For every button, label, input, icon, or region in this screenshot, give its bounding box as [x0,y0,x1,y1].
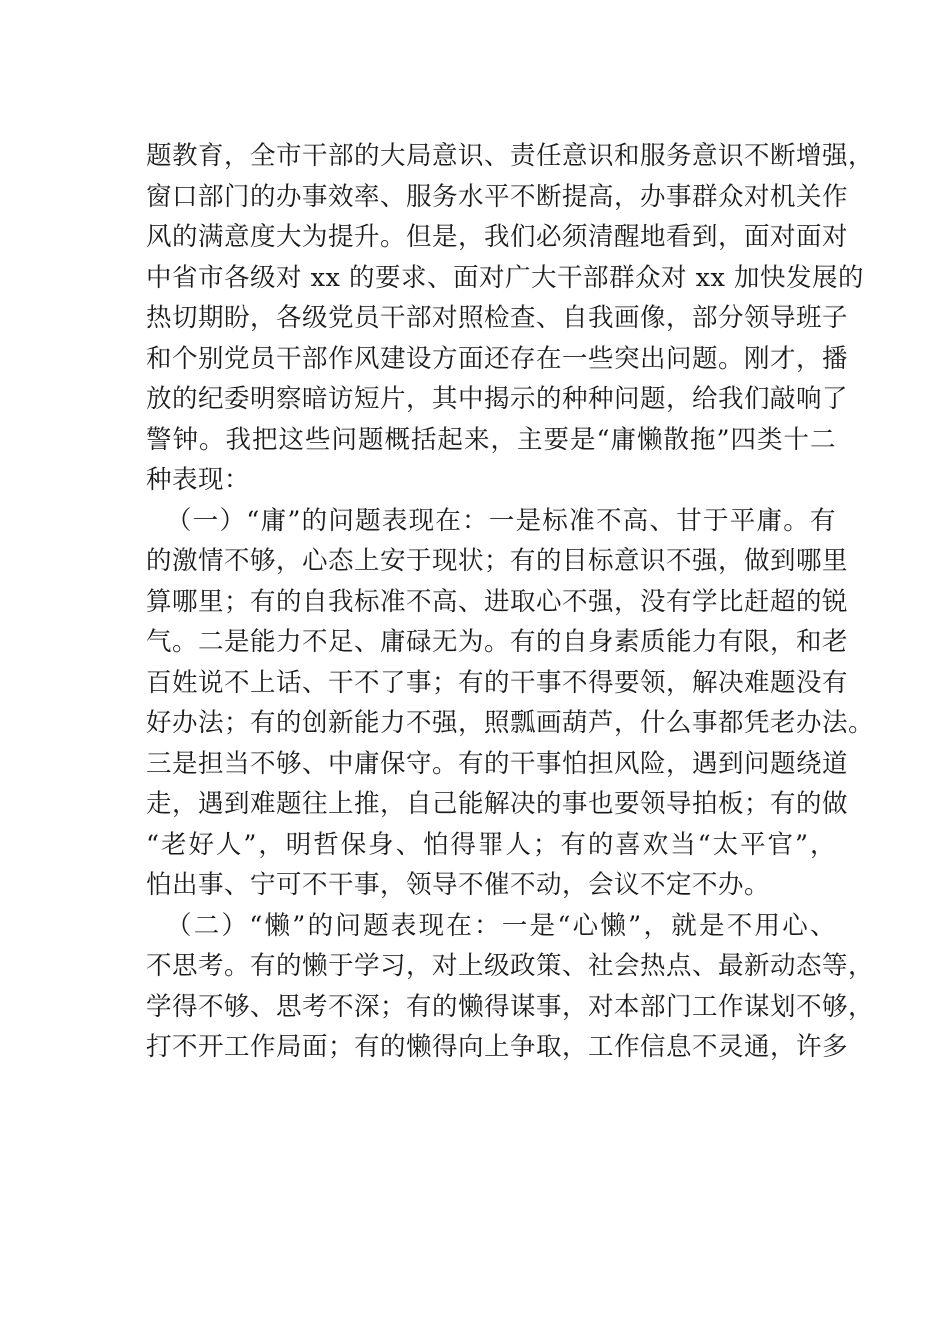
text-line: 走，遇到难题往上推，自己能解决的事也要领导拍板；有的做 [146,789,849,819]
text-line: 警钟。我把这些问题概括起来，主要是“庸懒散拖”四类十二 [146,424,836,455]
text-line: 气。二是能力不足、庸碌无为。有的自身素质能力有限，和老 [146,627,849,657]
text-line: 放的纪委明察暗访短片，其中揭示的种种问题，给我们敲响了 [146,384,849,414]
text-line: 和个别党员干部作风建设方面还存在一些突出问题。刚才，播 [146,343,849,374]
text-line: “老好人”，明哲保身、怕得罪人；有的喜欢当“太平官”， [146,829,836,860]
text-line: 题教育，全市干部的大局意识、责任意识和服务意识不断增强， [146,141,875,171]
text-line: 三是担当不够、中庸保守。有的干事怕担风险，遇到问题绕道 [146,748,849,779]
text-line: 百姓说不上话、干不了事；有的干事不得要领，解决难题没有 [146,667,849,698]
text-line: 算哪里；有的自我标准不高、进取心不强，没有学比赶超的锐 [146,586,849,617]
text-line: 种表现： [146,465,251,495]
text-line: 热切期盼，各级党员干部对照检查、自我画像，部分领导班子 [146,303,849,333]
text-line: 的激情不够，心态上安于现状；有的目标意识不强，做到哪里 [146,546,849,576]
text-line: 不思考。有的懒于学习，对上级政策、社会热点、最新动态等， [146,951,875,981]
section-heading-line: （一）“庸”的问题表现在：一是标准不高、甘于平庸。有 [166,505,836,536]
text-line: 风的满意度大为提升。但是，我们必须清醒地看到，面对面对 [146,222,849,252]
paragraph-intro [146,136,875,501]
text-line: 中省市各级对 xx 的要求、面对广大干部群众对 xx 加快发展的 [146,262,864,293]
text-line: 怕出事、宁可不干事，领导不催不动，会议不定不办。 [146,870,771,900]
section-heading-line: （二）“懒”的问题表现在：一是“心懒”，就是不用心、 [166,910,836,941]
text-line: 窗口部门的办事效率、服务水平不断提高，办事群众对机关作 [146,181,849,212]
text-line: 学得不够、思考不深；有的懒得谋事，对本部门工作谋划不够， [146,991,875,1022]
text-line: 打不开工作局面；有的懒得向上争取，工作信息不灵通，许多 [146,1032,849,1062]
text-line: 好办法；有的创新能力不强，照瓢画葫芦，什么事都凭老办法。 [146,708,875,738]
document-body [146,136,875,1068]
section-lan [146,906,875,1068]
section-yong [146,501,875,906]
